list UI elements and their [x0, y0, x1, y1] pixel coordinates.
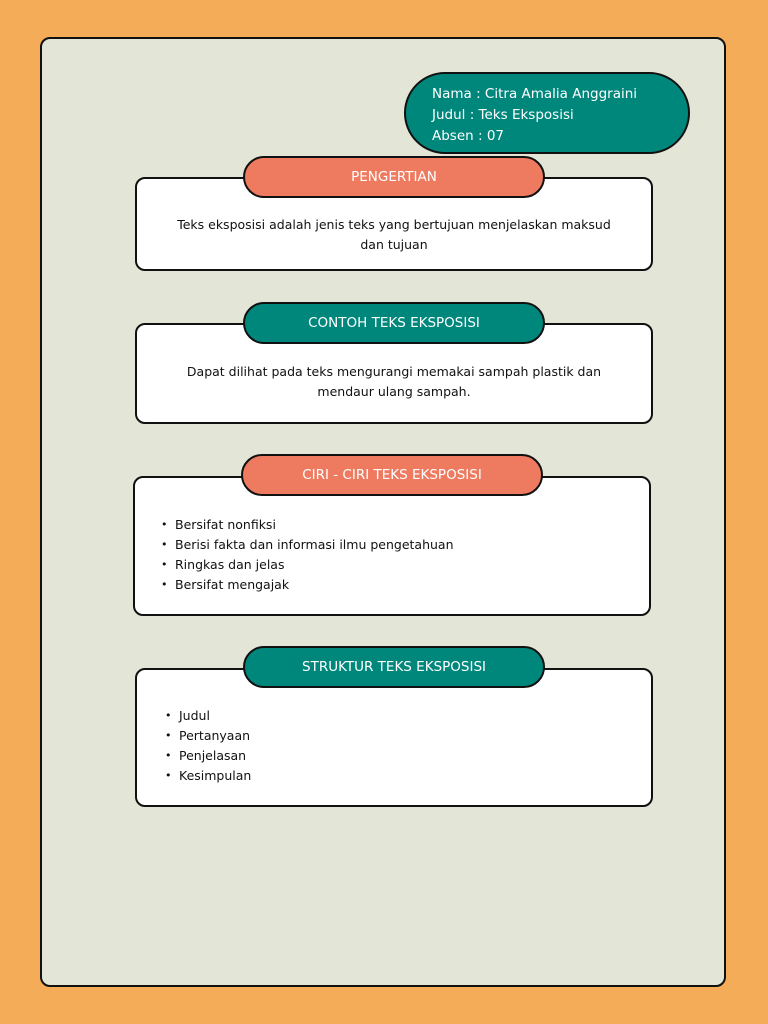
list-item: • Penjelasan: [165, 746, 651, 766]
structure-list: [165, 706, 651, 786]
example-text: Dapat dilihat pada teks mengurangi memakai sampah plastik dan mendaur ulang sampah.: [186, 364, 602, 399]
example-heading-label: CONTOH TEKS EKSPOSISI: [308, 315, 480, 331]
list-item: • Judul: [165, 706, 651, 726]
list-item: • Ringkas dan jelas: [161, 555, 649, 575]
characteristics-list: [161, 515, 649, 595]
characteristics-heading-label: CIRI - CIRI TEKS EKSPOSISI: [302, 467, 482, 483]
definition-heading-label: PENGERTIAN: [351, 169, 437, 185]
structure-box: [135, 668, 653, 807]
student-name: Nama : Citra Amalia Anggraini: [432, 86, 638, 102]
structure-heading-label: STRUKTUR TEKS EKSPOSISI: [302, 659, 486, 675]
example-heading: [243, 302, 545, 344]
list-item: • Bersifat mengajak: [161, 575, 649, 595]
definition-text: Teks eksposisi adalah jenis teks yang bertujuan menjelaskan maksud dan tujuan: [177, 217, 611, 252]
structure-heading: [243, 646, 545, 688]
list-item: • Pertanyaan: [165, 726, 651, 746]
student-absen: Absen : 07: [432, 128, 505, 144]
list-item: • Bersifat nonfiksi: [161, 515, 649, 535]
list-item: • Kesimpulan: [165, 766, 651, 786]
characteristics-box: [133, 476, 651, 616]
list-item: • Berisi fakta dan informasi ilmu pengetahuan: [161, 535, 649, 555]
student-topic: Judul : Teks Eksposisi: [432, 107, 574, 123]
definition-heading: [243, 156, 545, 198]
student-info-badge: [404, 72, 690, 154]
characteristics-heading: [241, 454, 543, 496]
